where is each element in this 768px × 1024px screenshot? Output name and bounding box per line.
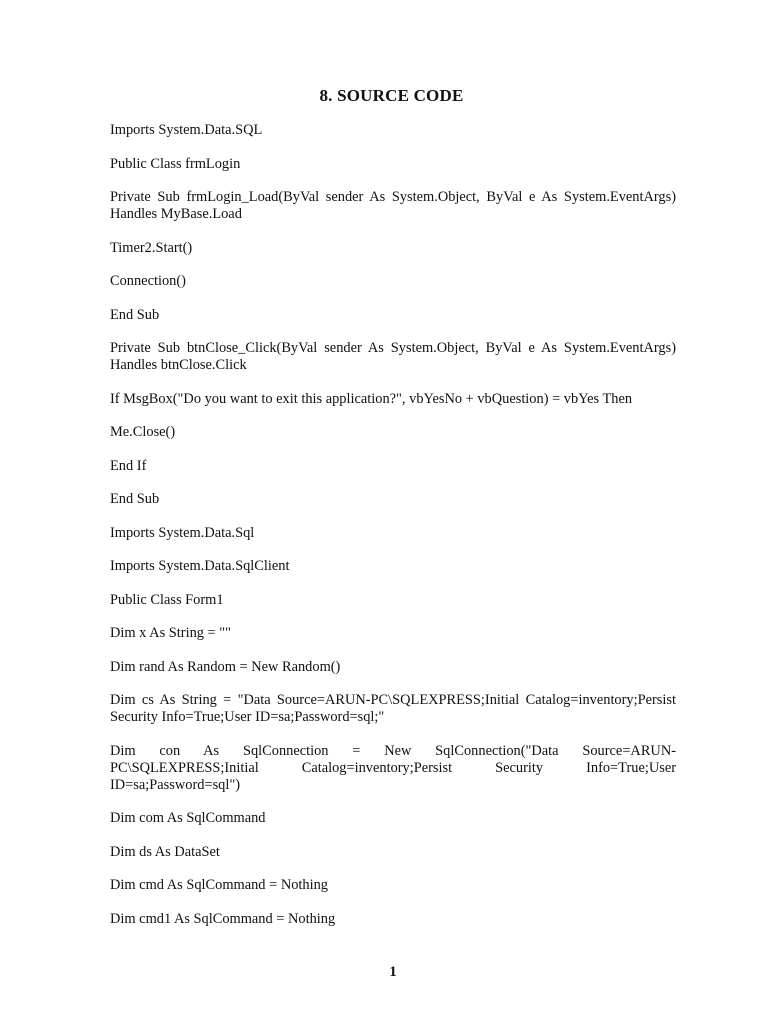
- code-line: Me.Close(): [110, 424, 176, 440]
- code-line: Dim ds As DataSet: [110, 843, 220, 860]
- code-line: Dim x As String = "": [110, 625, 232, 641]
- code-listing: [110, 122, 676, 944]
- code-line: Imports System.Data.Sql: [110, 524, 255, 541]
- code-line: Timer2.Start(): [110, 239, 193, 256]
- code-line: Connection(): [110, 273, 186, 289]
- code-line: Dim rand As Random = New Random(): [110, 658, 341, 675]
- code-line: Private Sub btnClose_Click(ByVal sender As System.Object, ByVal e As System.EventArgs) Handles btnClose.Click: [110, 340, 676, 373]
- code-line: Private Sub frmLogin_Load(ByVal sender As System.Object, ByVal e As System.EventArgs) Handles MyBase.Load: [110, 189, 676, 222]
- section-title: 8. SOURCE CODE: [319, 86, 464, 105]
- code-line: Imports System.Data.SQL: [110, 122, 263, 138]
- code-line: Dim cmd1 As SqlCommand = Nothing: [110, 910, 336, 927]
- code-line: Dim cmd As SqlCommand = Nothing: [110, 877, 328, 893]
- code-line: End Sub: [110, 491, 160, 507]
- code-line: Dim com As SqlCommand: [110, 810, 266, 826]
- code-line: Dim con As SqlConnection = New SqlConnection("Data Source=ARUN-PC\SQLEXPRESS;Initial Catalog=inventory;Persist Security Info=True;User ID=sa;Password=sql"): [110, 742, 676, 793]
- code-line: End If: [110, 457, 147, 474]
- code-line: End Sub: [110, 306, 160, 323]
- page-number: 1: [389, 964, 397, 980]
- code-line: Dim cs As String = "Data Source=ARUN-PC\SQLEXPRESS;Initial Catalog=inventory;Persist Security Info=True;User ID=sa;Password=sql;": [110, 692, 676, 725]
- code-line: Imports System.Data.SqlClient: [110, 558, 290, 574]
- code-line: Public Class Form1: [110, 591, 224, 608]
- code-line: If MsgBox("Do you want to exit this application?", vbYesNo + vbQuestion) = vbYes Then: [110, 390, 633, 407]
- code-line: Public Class frmLogin: [110, 155, 241, 172]
